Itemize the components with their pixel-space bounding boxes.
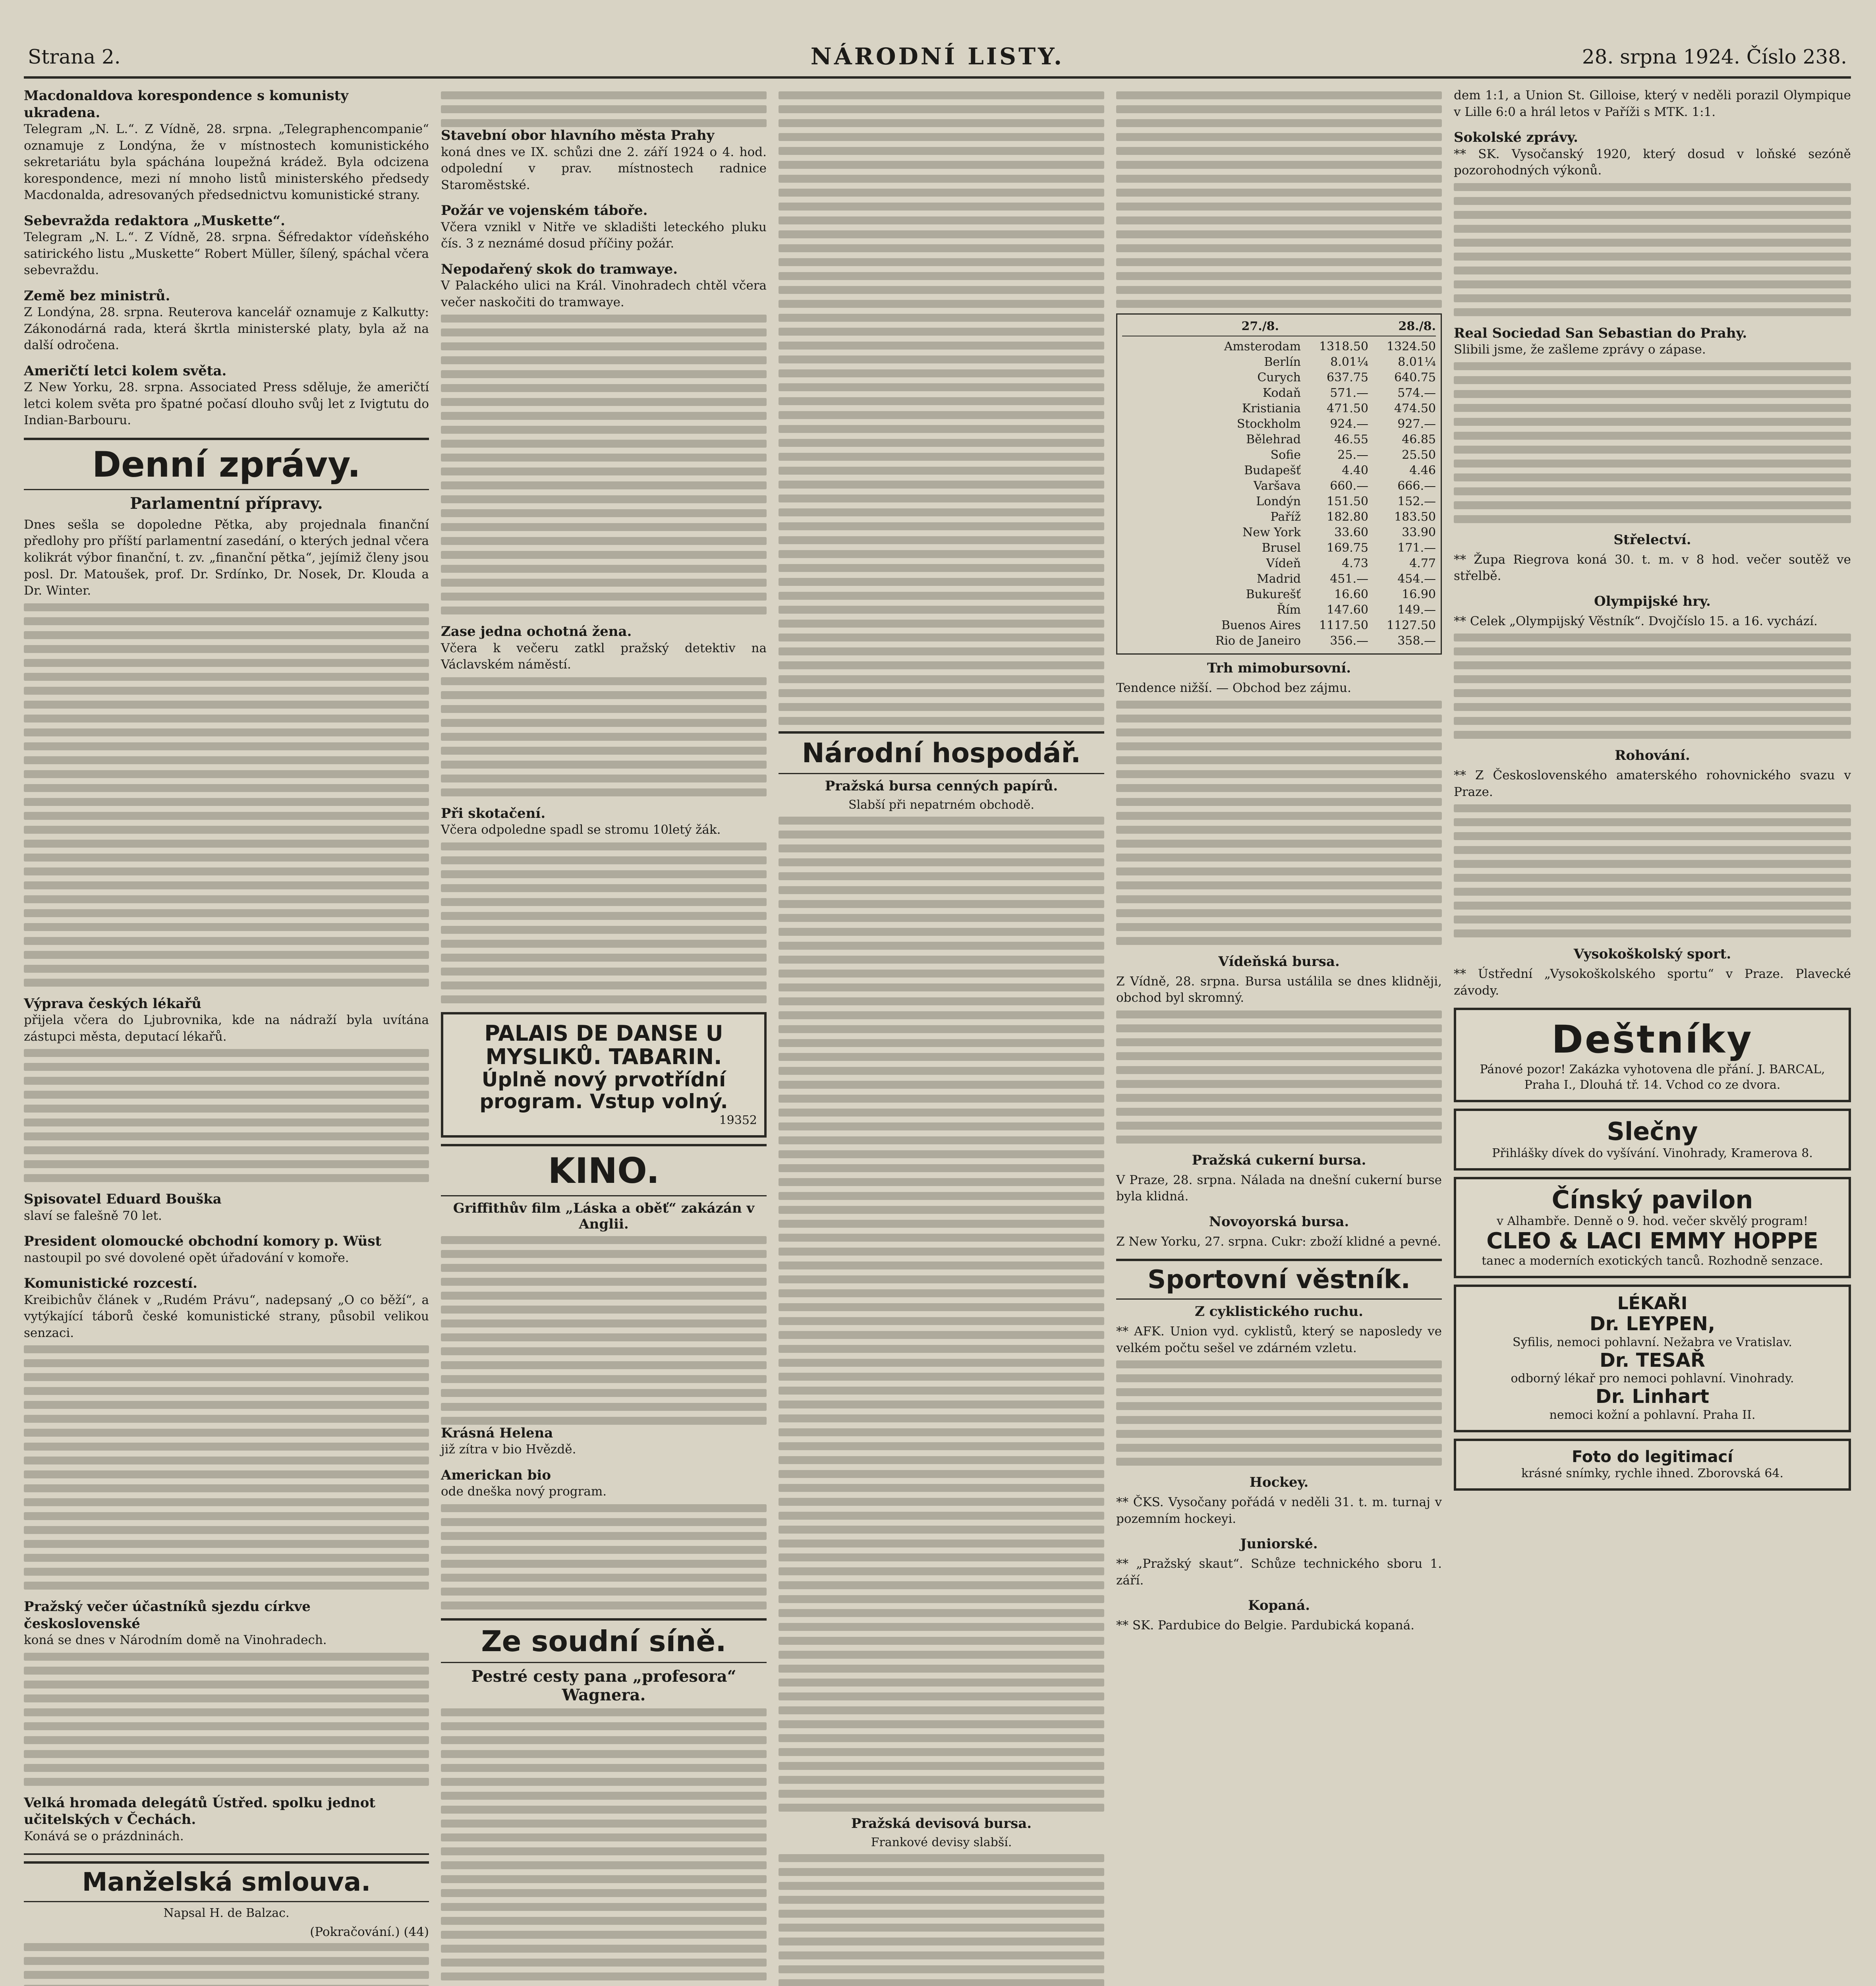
advertisement xyxy=(1454,1177,1851,1279)
story xyxy=(1116,1214,1442,1250)
table-cell: 454.— xyxy=(1397,572,1436,586)
text-lines xyxy=(24,1049,429,1182)
text-lines xyxy=(1116,701,1442,945)
story-text: ** Z Československého amaterského rohovnického svazu v Praze. xyxy=(1454,768,1851,799)
table-row xyxy=(1122,385,1436,401)
text-lines xyxy=(441,842,767,1003)
table-row xyxy=(1122,478,1436,494)
ad-title: CLEO & LACI EMMY HOPPE xyxy=(1486,1228,1818,1254)
story xyxy=(1116,1304,1442,1466)
table-cell: 1324.50 xyxy=(1386,340,1436,354)
story xyxy=(441,623,767,796)
text-lines xyxy=(441,1504,767,1609)
story xyxy=(24,1795,429,1845)
table-cell: 16.60 xyxy=(1334,587,1368,601)
table-row xyxy=(1122,447,1436,463)
table-cell: 574.— xyxy=(1397,386,1436,400)
advertisement xyxy=(1454,1439,1851,1491)
story-title: Spisovatel Eduard Bouška xyxy=(24,1191,222,1207)
story xyxy=(1116,660,1442,945)
story-title: Pražský večer účastníků sjezdu církve československé xyxy=(24,1599,311,1632)
text-lines xyxy=(441,1236,767,1425)
table-cell: 46.55 xyxy=(1334,433,1368,446)
table-row xyxy=(1122,370,1436,385)
text-lines xyxy=(24,1345,429,1590)
column-3 xyxy=(779,87,1104,1986)
column-5 xyxy=(1454,87,1851,1497)
story-text: ode dneška nový program. xyxy=(441,1484,607,1499)
story-text: ** SK. Vysočanský 1920, který dosud v loňské sezóně pozorohodných výkonů. xyxy=(1454,147,1851,178)
story-text: Včera odpoledne spadl se stromu 10letý žák. xyxy=(441,823,721,837)
story-title: Juniorské. xyxy=(1240,1536,1318,1552)
table-cell: Rio de Janeiro xyxy=(1215,634,1301,648)
story-title: Vysokoškolský sport. xyxy=(1573,946,1731,962)
story-title: Americkan bio xyxy=(441,1467,551,1483)
text-lines xyxy=(441,315,767,614)
text-lines xyxy=(1116,1360,1442,1466)
subheading: Pražská devisová bursa. xyxy=(851,1816,1032,1831)
table-cell: 16.90 xyxy=(1402,587,1436,601)
story-title: Výprava českých lékařů xyxy=(24,995,201,1012)
story-text: V Praze, 28. srpna. Nálada na dnešní cukerní burse byla klidná. xyxy=(1116,1173,1442,1204)
advertisement xyxy=(1454,1109,1851,1170)
story-title: Země bez ministrů. xyxy=(24,288,170,304)
story-title: Trh mimobursovní. xyxy=(1207,660,1351,676)
text-lines xyxy=(24,603,429,987)
table-cell: 1127.50 xyxy=(1386,618,1436,632)
story-text: Z Londýna, 28. srpna. Reuterova kancelář oznamuje z Kalkutty: Zákonodárná rada, která škrtla ministerské platy, byla až na další odročena. xyxy=(24,305,429,353)
masthead xyxy=(24,38,1851,79)
ad-title: Slečny xyxy=(1607,1117,1698,1146)
story-text: slaví se falešně 70 let. xyxy=(24,1208,162,1223)
story-text: Z Vídně, 28. srpna. Bursa ustálila se dnes klidněji, obchod byl skromný. xyxy=(1116,974,1442,1005)
ad-title: LÉKAŘI xyxy=(1617,1293,1688,1314)
table-cell: 169.75 xyxy=(1327,541,1368,555)
ad-text: Syfilis, nemoci pohlavní. Nežabra ve Vratislav. xyxy=(1513,1335,1792,1349)
story-title: Kopaná. xyxy=(1248,1598,1310,1614)
story xyxy=(24,87,429,204)
table-cell: 4.73 xyxy=(1342,556,1368,570)
ad-title: Dr. LEYPEN, xyxy=(1589,1312,1716,1335)
table-cell: 4.77 xyxy=(1409,556,1436,570)
advertisement xyxy=(441,1012,767,1138)
story-title: Z cyklistického ruchu. xyxy=(1194,1304,1363,1320)
story-text: Telegram „N. L.“. Z Vídně, 28. srpna. Šéfredaktor vídeňského satirického listu „Muskette“ Robert Müller, šílený, spáchal včera sebevraždu. xyxy=(24,230,429,278)
table-cell: 640.75 xyxy=(1394,371,1436,384)
story-title: Real Sociedad San Sebastian do Prahy. xyxy=(1454,325,1747,341)
ad-text: krásné snímky, rychle ihned. Zborovská 64. xyxy=(1521,1466,1784,1481)
text-lines xyxy=(1454,183,1851,316)
story-title: Při skotačení. xyxy=(441,805,546,821)
ad-text: v Alhambře. Denně o 9. hod. večer skvělý program! xyxy=(1497,1214,1808,1228)
story-title: Pražská cukerní bursa. xyxy=(1192,1152,1366,1168)
story-title: Rohování. xyxy=(1615,748,1690,764)
table-cell: 4.46 xyxy=(1409,464,1436,477)
table-cell: 25.50 xyxy=(1402,448,1436,462)
story-text: ** Celek „Olympijský Věstník“. Dvojčíslo 15. a 16. vychází. xyxy=(1454,614,1818,628)
table-cell: 8.01¼ xyxy=(1330,355,1368,369)
table-cell: Stockholm xyxy=(1236,417,1301,431)
story-title: President olomoucké obchodní komory p. Wüst xyxy=(24,1233,382,1250)
ad-title: Dr. Linhart xyxy=(1595,1385,1709,1408)
story-text: Z New Yorku, 28. srpna. Associated Press sděluje, že američtí letci kolem světa pro špatné počasí dlouho svůj let z Ivigtutu do Indian-Barbouru. xyxy=(24,380,429,428)
story-title: Komunistické rozcestí. xyxy=(24,1275,198,1292)
table-cell: Londýn xyxy=(1256,495,1301,508)
story xyxy=(1454,748,1851,937)
ad-code: 19352 xyxy=(719,1113,757,1127)
story xyxy=(1116,954,1442,1144)
story-title: Nepodařený skok do tramwaye. xyxy=(441,261,678,277)
serial-title: Manželská smlouva. xyxy=(24,1861,429,1902)
table-cell: 356.— xyxy=(1330,634,1368,648)
table-cell: Vídeň xyxy=(1266,556,1301,570)
table-row xyxy=(1122,354,1436,370)
table-cell: 451.— xyxy=(1330,572,1368,586)
story xyxy=(1454,946,1851,999)
story xyxy=(1454,325,1851,523)
story-text: koná dnes ve IX. schůzi dne 2. září 1924 o 4. hod. odpolední v prav. místnostech radnice Staroměstské. xyxy=(441,145,767,192)
story xyxy=(1116,1474,1442,1527)
date-issue: 28. srpna 1924. Číslo 238. xyxy=(1582,45,1847,68)
story-text: již zítra v bio Hvězdě. xyxy=(441,1442,576,1457)
table-cell: 1117.50 xyxy=(1319,618,1368,632)
table-cell: 149.— xyxy=(1397,603,1436,617)
table-header xyxy=(1122,319,1436,336)
table-cell: 660.— xyxy=(1330,479,1368,493)
story-title: Velká hromada delegátů Ústřed. spolku jednot učitelských v Čechách. xyxy=(24,1795,376,1828)
column-header: 27./8. xyxy=(1241,319,1279,333)
table-cell: Berlín xyxy=(1264,355,1301,369)
story-text: dem 1:1, a Union St. Gilloise, který v neděli porazil Olympique v Lille 6:0 a hrál letos v Paříži s MTK. 1:1. xyxy=(1454,88,1851,119)
section-heading: Denní zprávy. xyxy=(24,438,429,490)
story-text: ** AFK. Union vyd. cyklistů, který se naposledy ve velkém počtu sešel ve zdárném vzletu. xyxy=(1116,1324,1442,1355)
table-cell: 924.— xyxy=(1330,417,1368,431)
story-text: ** Ústřední „Vysokoškolského sportu“ v Praze. Plavecké závody. xyxy=(1454,967,1851,998)
story-text: Včera k večeru zatkl pražský detektiv na Václavském náměstí. xyxy=(441,641,767,672)
table-row xyxy=(1122,494,1436,509)
table-cell: Sofie xyxy=(1270,448,1301,462)
story-title: Stavební obor hlavního města Prahy xyxy=(441,128,715,143)
table-cell: Amsterodam xyxy=(1224,340,1301,354)
table-cell: 171.— xyxy=(1397,541,1436,555)
table-cell: Varšava xyxy=(1253,479,1301,493)
ad-text: Přihlášky dívek do vyšívání. Vinohrady, Kramerova 8. xyxy=(1492,1146,1813,1160)
table-cell: Budapešť xyxy=(1244,464,1301,477)
story xyxy=(441,1425,767,1458)
text-lines xyxy=(441,91,767,127)
text-lines xyxy=(779,1854,1104,1986)
story xyxy=(24,1233,429,1266)
story xyxy=(441,805,767,1003)
table-cell: 637.75 xyxy=(1327,371,1368,384)
text-lines xyxy=(1454,804,1851,937)
table-row xyxy=(1122,618,1436,633)
table-cell: Kristiania xyxy=(1242,402,1301,415)
story-title: Američtí letci kolem světa. xyxy=(24,363,227,379)
table-cell: 666.— xyxy=(1397,479,1436,493)
ad-title: Čínský pavilon xyxy=(1551,1185,1753,1214)
text-lines xyxy=(24,1653,429,1786)
text-lines xyxy=(779,817,1104,1812)
text-lines xyxy=(1454,362,1851,523)
story-text: Konává se o prázdninách. xyxy=(24,1829,184,1843)
table-cell: Paříž xyxy=(1270,510,1301,524)
table-cell: Brusel xyxy=(1262,541,1301,555)
ad-title: Foto do legitimací xyxy=(1572,1448,1733,1466)
story-title: Vídeňská bursa. xyxy=(1218,953,1340,970)
story xyxy=(1116,1152,1442,1205)
table-cell: 182.80 xyxy=(1327,510,1368,524)
story-text: přijela včera do Ljubrovnika, kde na nádraží byla uvítána zástupci města, deputací lékařů. xyxy=(24,1013,429,1044)
text-lines xyxy=(1116,91,1442,308)
economy-heading: Národní hospodář. xyxy=(779,731,1104,774)
exchange-rate-table xyxy=(1116,313,1442,655)
table-row xyxy=(1122,509,1436,525)
story-title: Olympijské hry. xyxy=(1594,593,1711,609)
table-cell: 4.40 xyxy=(1342,464,1368,477)
text-lines xyxy=(24,1943,429,1986)
subheading-small: Slabší při nepatrném obchodě. xyxy=(848,798,1034,812)
story xyxy=(441,127,767,193)
text-lines xyxy=(441,1708,767,1986)
table-cell: 152.— xyxy=(1397,495,1436,508)
table-cell: 25.— xyxy=(1337,448,1368,462)
ad-title: Deštníky xyxy=(1551,1017,1753,1062)
divider xyxy=(24,1853,429,1855)
story-title: Novoyorská bursa. xyxy=(1209,1213,1349,1230)
table-row xyxy=(1122,540,1436,556)
serial-chapter: (Pokračování.) (44) xyxy=(310,1925,429,1940)
story xyxy=(441,261,767,615)
text-lines xyxy=(1116,1010,1442,1144)
story-text: koná se dnes v Národním domě na Vinohradech. xyxy=(24,1633,327,1648)
table-cell: 151.50 xyxy=(1327,495,1368,508)
table-row xyxy=(1122,401,1436,416)
table-row xyxy=(1122,587,1436,602)
column-header: 28./8. xyxy=(1398,319,1436,333)
table-row xyxy=(1122,556,1436,571)
table-body xyxy=(1122,339,1436,649)
story-text: Z New Yorku, 27. srpna. Cukr: zboží klidné a pevné. xyxy=(1116,1234,1441,1249)
sport-heading: Sportovní věstník. xyxy=(1116,1259,1442,1300)
story xyxy=(24,517,429,987)
story-text: nastoupil po své dovolené opět úřadování v komoře. xyxy=(24,1250,349,1265)
story-text: ** SK. Pardubice do Belgie. Pardubická kopaná. xyxy=(1116,1618,1414,1633)
table-row xyxy=(1122,602,1436,618)
table-cell: 571.— xyxy=(1330,386,1368,400)
story-text: Tendence nižší. — Obchod bez zájmu. xyxy=(1116,681,1351,695)
table-row xyxy=(1122,571,1436,587)
kino-heading: KINO. xyxy=(441,1144,767,1196)
table-row xyxy=(1122,633,1436,649)
story xyxy=(24,363,429,429)
story-text: ** Župa Riegrova koná 30. t. m. v 8 hod. večer soutěž ve střelbě. xyxy=(1454,552,1851,583)
story xyxy=(24,288,429,354)
column-1 xyxy=(24,87,429,1986)
subheading: Pražská bursa cenných papírů. xyxy=(825,778,1058,794)
story-text: ** „Pražský skaut“. Schůze technického sboru 1. září. xyxy=(1116,1557,1442,1588)
story xyxy=(1454,532,1851,585)
column-2 xyxy=(441,87,767,1986)
ad-text: Úplně nový prvotřídní program. Vstup volný. xyxy=(479,1068,728,1113)
table-cell: 147.60 xyxy=(1327,603,1368,617)
doctors-listing xyxy=(1454,1285,1851,1432)
table-cell: 8.01¼ xyxy=(1398,355,1436,369)
table-cell: Buenos Aires xyxy=(1221,618,1301,632)
story-text: ** ČKS. Vysočany pořádá v neděli 31. t. m. turnaj v pozemním hockeyi. xyxy=(1116,1495,1442,1526)
table-cell: Madrid xyxy=(1257,572,1301,586)
table-cell: New York xyxy=(1242,525,1301,539)
text-lines xyxy=(779,91,1104,725)
table-cell: 46.85 xyxy=(1402,433,1436,446)
column-4 xyxy=(1116,87,1442,1643)
table-cell: Bělehrad xyxy=(1246,433,1301,446)
story-text: Včera vznikl v Nitře ve skladišti leteckého pluku čís. 3 z neznámé dosud příčiny požár. xyxy=(441,220,767,251)
court-heading: Ze soudní síně. xyxy=(441,1618,767,1663)
page-number: Strana 2. xyxy=(28,45,121,68)
table-cell: Řím xyxy=(1277,603,1301,617)
story xyxy=(24,995,429,1182)
table-cell: 33.90 xyxy=(1402,525,1436,539)
text-lines xyxy=(1454,634,1851,739)
table-cell: Curych xyxy=(1257,371,1301,384)
story-text: Dnes sešla se dopoledne Pětka, aby projednala finanční předlohy pro příští parlamentní zasedání, o kterých jednal včera kolikrát výbor finanční, t. zv. „finanční pětka“, jejímiž členy jsou posl. Dr. Matoušek, prof. Dr. Srdínko, Dr. Nosek, Dr. Klouda a Dr. Winter. xyxy=(24,517,429,598)
text-lines xyxy=(441,677,767,796)
ad-text: odborný lékař pro nemoci pohlavní. Vinohrady. xyxy=(1511,1372,1794,1386)
story xyxy=(1454,129,1851,316)
paper-title: NÁRODNÍ LISTY. xyxy=(810,43,1065,70)
story xyxy=(441,202,767,252)
story-title: Sokolské zprávy. xyxy=(1454,129,1578,146)
subheading: Parlamentní přípravy. xyxy=(130,494,323,513)
table-row xyxy=(1122,525,1436,540)
table-row xyxy=(1122,463,1436,478)
story-title: Střelectví. xyxy=(1613,531,1691,548)
table-cell: 927.— xyxy=(1397,417,1436,431)
table-cell: 183.50 xyxy=(1394,510,1436,524)
ad-title: Dr. TESAŘ xyxy=(1600,1349,1705,1372)
story-text: Telegram „N. L.“. Z Vídně, 28. srpna. „Telegraphencompanie“ oznamuje z Londýna, že v místnostech komunistického sekretariátu byla spáchána loupežná krádež. Byla odcizena korespondence, mezi ní mnoho listů ministerského předsedy Macdonalda, adresovaných předsednictvu komunistické strany. xyxy=(24,122,429,203)
ad-title: PALAIS DE DANSE U MYSLIKŮ. TABARIN. xyxy=(484,1020,723,1070)
ad-text: tanec a moderních exotických tanců. Rozhodně senzace. xyxy=(1482,1254,1823,1268)
table-cell: 471.50 xyxy=(1327,402,1368,415)
story xyxy=(24,213,429,279)
table-row xyxy=(1122,432,1436,447)
story xyxy=(24,1598,429,1786)
story xyxy=(1454,87,1851,120)
story xyxy=(24,1275,429,1590)
table-cell: 474.50 xyxy=(1394,402,1436,415)
story-title: Požár ve vojenském táboře. xyxy=(441,203,648,219)
table-cell: 358.— xyxy=(1397,634,1436,648)
ad-text: nemoci kožní a pohlavní. Praha II. xyxy=(1549,1408,1756,1422)
story-title: Zase jedna ochotná žena. xyxy=(441,624,632,640)
story-text: Slibili jsme, že zašleme zprávy o zápase. xyxy=(1454,342,1706,357)
kino-subheading: Griffithův film „Láska a oběť“ zakázán v Anglii. xyxy=(453,1200,755,1232)
story-title: Hockey. xyxy=(1249,1474,1309,1491)
advertisement xyxy=(1454,1008,1851,1102)
subheading-small: Frankové devisy slabší. xyxy=(871,1835,1012,1849)
story xyxy=(1116,1536,1442,1589)
story-title: Sebevražda redaktora „Muskette“. xyxy=(24,213,285,229)
story-text: Kreibichův článek v „Rudém Právu“, nadepsaný „O co běží“, a vytýkající táborů české komunistické strany, působil velikou senzaci. xyxy=(24,1292,429,1340)
story-title: Krásná Helena xyxy=(441,1425,553,1441)
story xyxy=(441,1467,767,1609)
story xyxy=(1454,593,1851,739)
table-cell: Kodaň xyxy=(1262,386,1301,400)
court-subheading: Pestré cesty pana „profesora“ Wagnera. xyxy=(471,1667,736,1704)
serial-byline: Napsal H. de Balzac. xyxy=(163,1906,290,1920)
ad-text: Pánové pozor! Zakázka vyhotovena dle přání. J. BARCAL, Praha I., Dlouhá tř. 14. Vchod co ze dvora. xyxy=(1480,1063,1825,1092)
table-cell: 33.60 xyxy=(1334,525,1368,539)
story xyxy=(24,1191,429,1224)
table-cell: 1318.50 xyxy=(1319,340,1368,354)
story-text: V Palackého ulici na Král. Vinohradech chtěl včera večer naskočiti do tramwaye. xyxy=(441,278,767,309)
table-row xyxy=(1122,416,1436,432)
table-cell: Bukurešť xyxy=(1246,587,1301,601)
table-row xyxy=(1122,339,1436,354)
story-title: Macdonaldova korespondence s komunisty ukradena. xyxy=(24,88,349,121)
story xyxy=(1116,1598,1442,1634)
